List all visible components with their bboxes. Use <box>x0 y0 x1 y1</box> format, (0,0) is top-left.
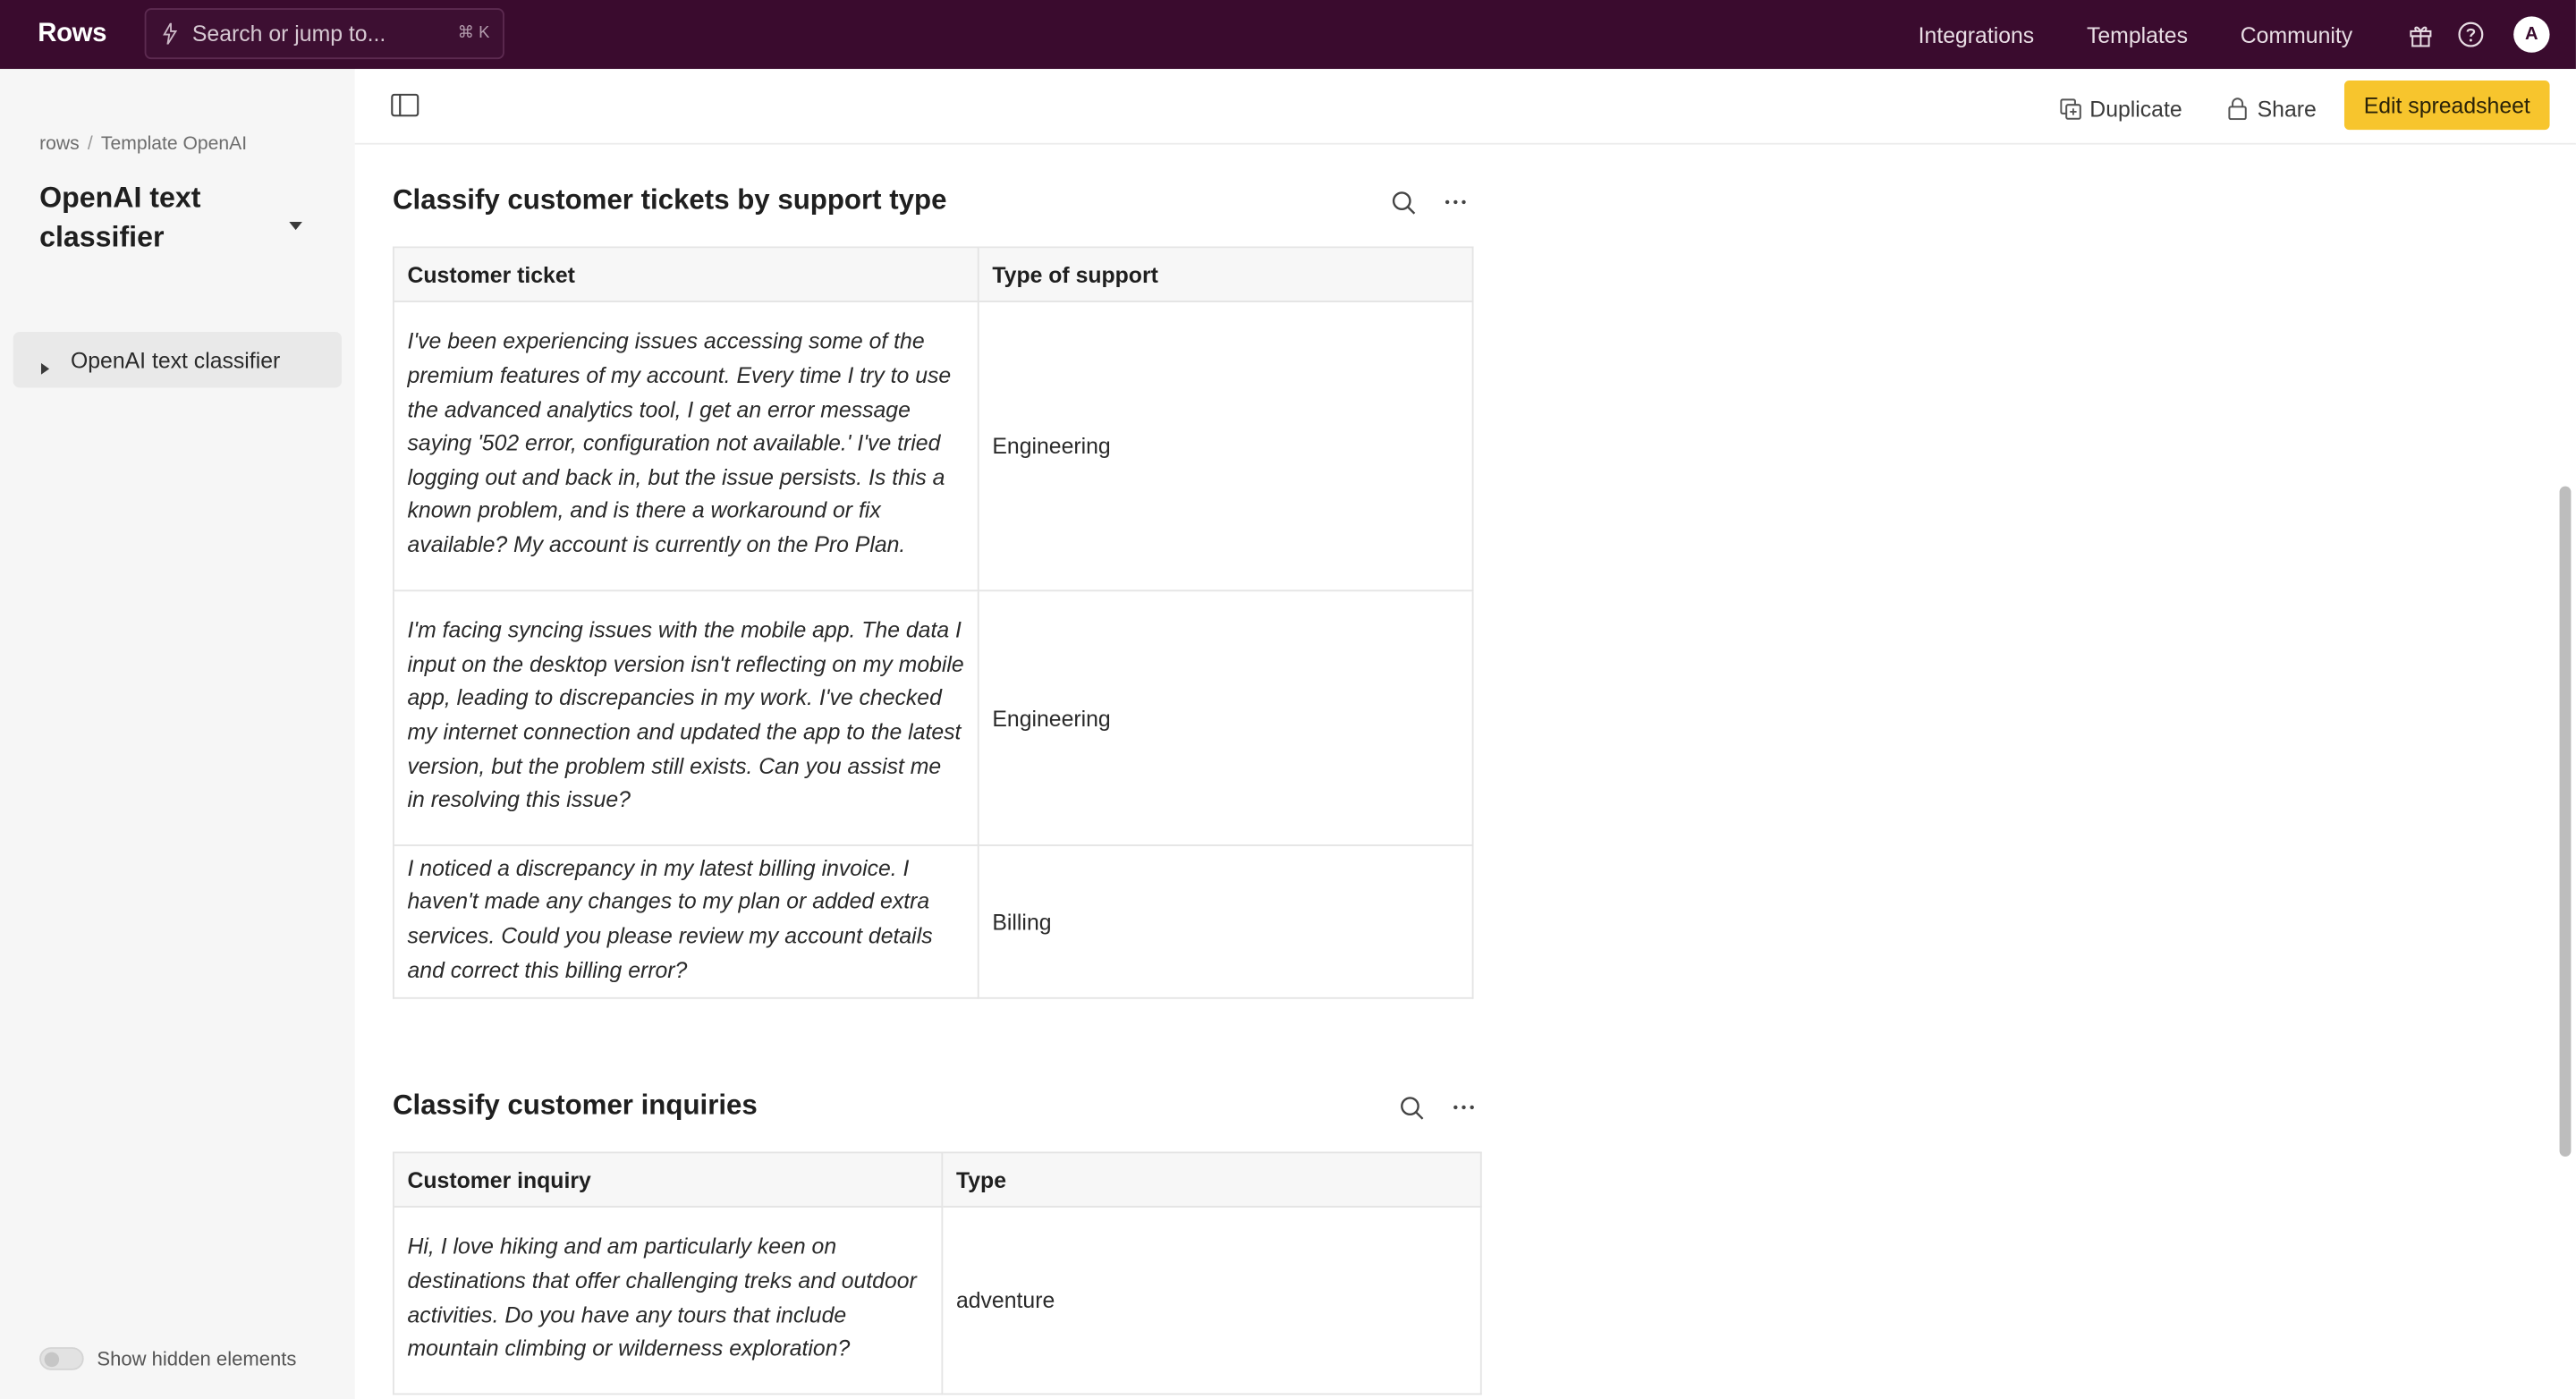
duplicate-button[interactable] <box>2060 87 2182 130</box>
caret-right-icon[interactable] <box>41 354 51 366</box>
column-header[interactable]: Type of support <box>979 247 1473 301</box>
toggle-knob <box>45 1352 60 1368</box>
table-cell[interactable]: I'm facing syncing issues with the mobile app. The data I input on the desktop version isn't reflecting on my mobile app, leading to discrepancies in my work. I've checked my internet connection and updated the app to the latest version, but the problem still exists. Can you assist me in resolving this issue? <box>394 590 979 845</box>
duplicate-label: Duplicate <box>2089 96 2182 121</box>
rows-logo[interactable]: Rows <box>38 20 107 48</box>
column-header[interactable]: Customer inquiry <box>394 1152 942 1207</box>
support-type-table <box>393 247 1474 999</box>
share-label: Share <box>2257 96 2317 121</box>
top-nav <box>1919 0 2576 69</box>
nav-integrations[interactable]: Integrations <box>1918 21 2035 47</box>
breadcrumb <box>39 135 247 155</box>
breadcrumb-separator: / <box>87 134 93 155</box>
table-row <box>394 590 1473 845</box>
help-icon[interactable] <box>2456 20 2486 49</box>
nav-templates[interactable]: Templates <box>2086 21 2188 47</box>
document-title: OpenAI text classifier <box>39 181 201 253</box>
caret-down-icon[interactable] <box>289 210 302 220</box>
column-header[interactable]: Type <box>942 1152 1480 1207</box>
table-cell[interactable]: I noticed a discrepancy in my latest billing invoice. I haven't made any changes to my plan or added extra services. Could you please review my account details and correct this billing error? <box>394 845 979 998</box>
table-cell[interactable]: I've been experiencing issues accessing some of the premium features of my account. Every time I try to use the advanced analytics tool, I get an error message saying '502 error, configuration not available.' I've tried logging out and back in, but the issue persists. Is this a known problem, and is there a workaround or fix available? My account is currently on the Pro Plan. <box>394 301 979 590</box>
sidebar-item-label: OpenAI text classifier <box>70 347 281 373</box>
sidebar-item-openai-text-classifier[interactable] <box>13 332 342 387</box>
table-row <box>394 1207 1481 1394</box>
lock-icon <box>2228 97 2250 120</box>
share-button[interactable] <box>2228 87 2317 130</box>
search-icon[interactable] <box>1398 1094 1424 1120</box>
top-bar <box>0 0 2576 69</box>
doc-toolbar <box>355 69 2576 144</box>
search-icon[interactable] <box>1390 189 1416 215</box>
lightning-icon <box>159 22 179 46</box>
table-title: Classify customer inquiries <box>392 1089 758 1121</box>
column-header[interactable]: Customer ticket <box>394 247 979 301</box>
avatar[interactable]: A <box>2513 16 2549 52</box>
duplicate-icon <box>2060 97 2081 120</box>
search-placeholder: Search or jump to... <box>191 21 386 47</box>
gift-icon[interactable] <box>2405 20 2435 49</box>
search-shortcut: ⌘ K <box>457 24 490 43</box>
table-header-row <box>394 1152 1481 1207</box>
edit-spreadsheet-button[interactable]: Edit spreadsheet <box>2344 81 2550 130</box>
show-hidden-elements[interactable] <box>39 1347 296 1370</box>
table-cell[interactable]: adventure <box>942 1207 1480 1394</box>
nav-community[interactable]: Community <box>2240 21 2353 47</box>
vertical-scrollbar[interactable] <box>2560 487 2572 1157</box>
table-title: Classify customer tickets by support type <box>392 183 947 216</box>
sidebar-panel-icon[interactable] <box>391 94 420 119</box>
search-box[interactable] <box>145 8 504 59</box>
table-cell[interactable]: Engineering <box>979 590 1473 845</box>
inquiry-type-table <box>393 1152 1482 1395</box>
table-header-row <box>394 247 1473 301</box>
more-options-icon[interactable] <box>1443 189 1469 215</box>
table-cell[interactable]: Hi, I love hiking and am particularly keen on destinations that offer challenging treks and outdoor activities. Do you have any tours that include mountain climbing or wilderness exploration? <box>394 1207 942 1394</box>
show-hidden-label: Show hidden elements <box>97 1347 297 1370</box>
table-row <box>394 845 1473 998</box>
table-cell[interactable]: Billing <box>979 845 1473 998</box>
breadcrumb-current[interactable]: Template OpenAI <box>100 134 248 155</box>
sidebar <box>0 69 355 1399</box>
show-hidden-toggle[interactable] <box>39 1347 84 1370</box>
table-row <box>394 301 1473 590</box>
more-options-icon[interactable] <box>1451 1094 1477 1120</box>
table-cell[interactable]: Engineering <box>979 301 1473 590</box>
breadcrumb-root[interactable]: rows <box>39 134 80 155</box>
